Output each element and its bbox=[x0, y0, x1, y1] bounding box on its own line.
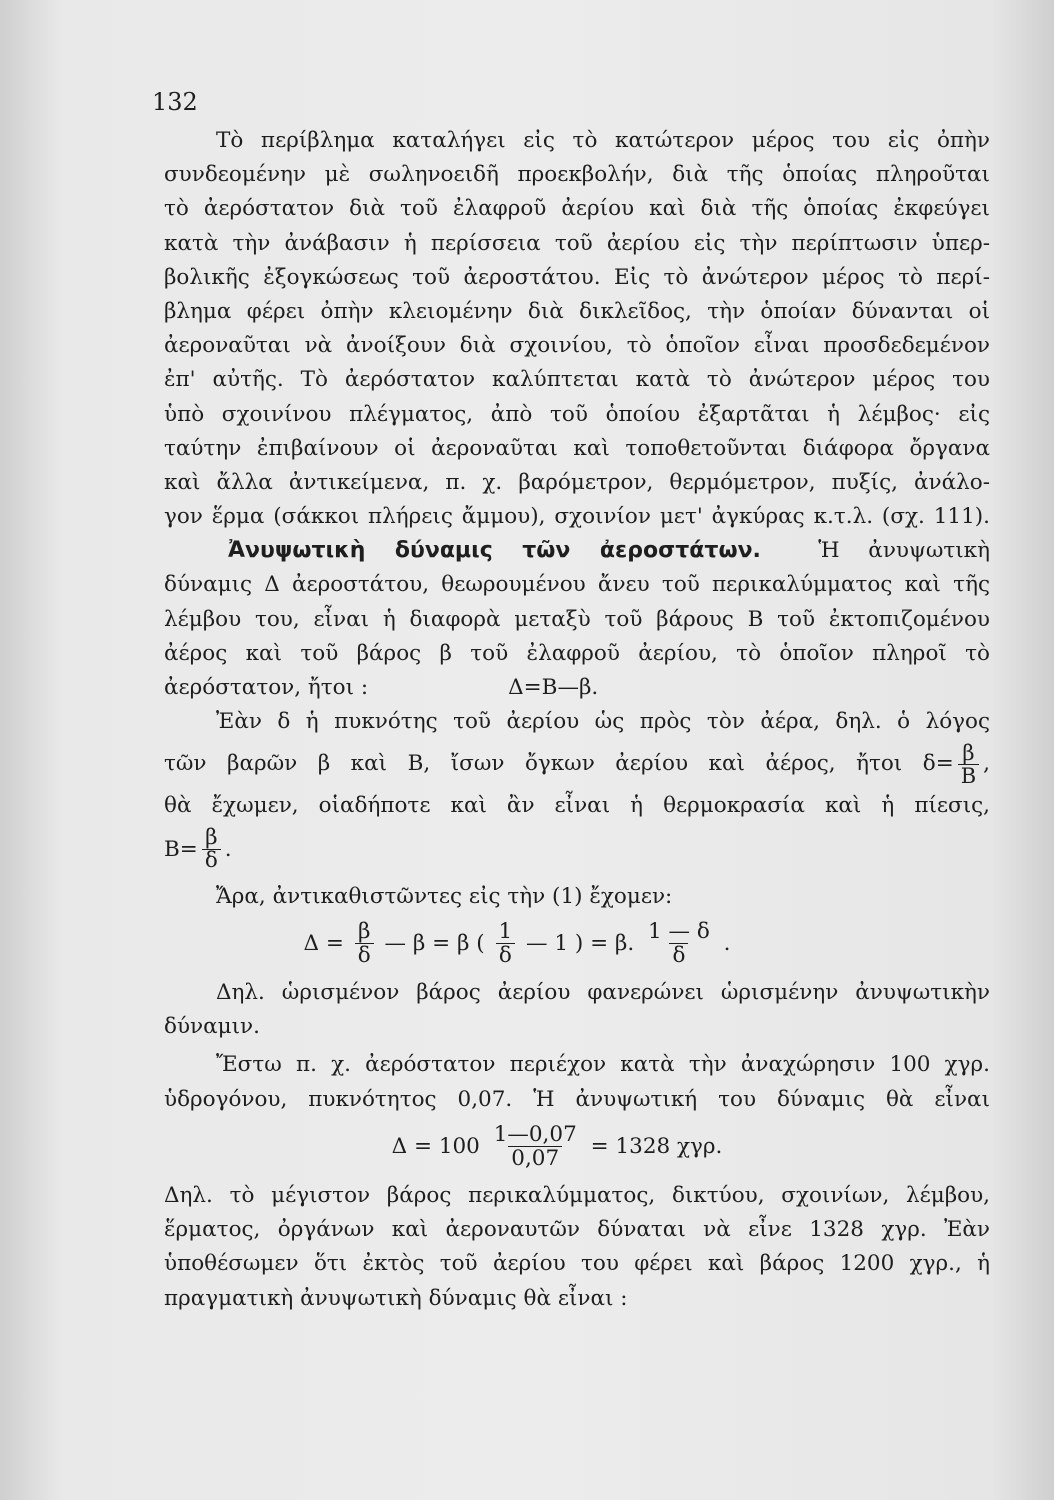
fraction bbox=[355, 920, 374, 968]
text-line: δύναμιν. bbox=[164, 1014, 260, 1040]
formula-example bbox=[124, 1123, 990, 1171]
fraction bbox=[491, 1123, 580, 1171]
fraction-denominator: 0,07 bbox=[508, 1146, 562, 1171]
text-line: ὑδρογόνου, πυκνότητος 0,07. Ἡ ἀνυψωτική του δύναμις θὰ εἶναι bbox=[164, 1086, 990, 1112]
text-segment: . bbox=[224, 836, 232, 862]
fraction bbox=[645, 920, 713, 968]
fraction-numerator: 1 bbox=[498, 918, 513, 944]
formula-part: — 1 ) = β. bbox=[526, 930, 635, 956]
fraction-denominator: δ bbox=[669, 943, 688, 968]
fraction-numerator: 1 — δ bbox=[648, 918, 710, 944]
formula-lifting-force bbox=[44, 920, 990, 968]
text-segment: ἀερόστατον, ἤτοι : bbox=[164, 675, 369, 700]
text-line: ἀεροναῦται νὰ ἀνοίξουν διὰ σχοινίου, τὸ ὁποῖον εἶναι προσδεδεμένον bbox=[164, 333, 990, 359]
formula-difference: Δ=Β—β. bbox=[508, 675, 599, 700]
fraction-numerator: β bbox=[357, 918, 371, 944]
fraction bbox=[495, 920, 515, 968]
formula-part: — β = β ( bbox=[384, 930, 485, 956]
text-line: θὰ ἔχωμεν, οἱαδήποτε καὶ ἂν εἶναι ἡ θερμοκρασία καὶ ἡ πίεσις, bbox=[164, 793, 990, 819]
section-heading-line bbox=[164, 534, 990, 568]
fraction-numerator: β bbox=[205, 824, 218, 850]
text-segment: , bbox=[983, 751, 990, 777]
formula-part: . bbox=[723, 930, 731, 956]
heading-continuation: Ἡ ἀνυψωτικὴ bbox=[818, 538, 991, 564]
fraction-beta-over-delta bbox=[202, 824, 221, 874]
text-line: συνδεομένην μὲ σωληνοειδῆ προεκβολήν, διὰ τῆς ὁποίας πληροῦται bbox=[164, 162, 990, 188]
formula-part: = 1328 χγρ. bbox=[590, 1133, 723, 1159]
body-text bbox=[164, 124, 990, 1316]
fraction-denominator: δ bbox=[496, 943, 515, 968]
page-number: 132 bbox=[152, 88, 198, 116]
formula-B bbox=[164, 824, 990, 876]
fraction-numerator: 1—0,07 bbox=[493, 1121, 577, 1147]
text-line: τὸ ἀερόστατον διὰ τοῦ ἐλαφροῦ ἀερίου καὶ διὰ τῆς ὁποίας ἐκφεύγει bbox=[164, 196, 990, 222]
text-line: λέμβου του, εἶναι ἡ διαφορὰ μεταξὺ τοῦ βάρους Β τοῦ ἐκτοπιζομένου bbox=[164, 606, 990, 632]
text-line: ἀέρος καὶ τοῦ βάρος β τοῦ ἐλαφροῦ ἀερίου, τὸ ὁποῖον πληροῖ τὸ bbox=[164, 640, 990, 666]
text-line bbox=[164, 671, 990, 705]
text-line: πραγματικὴ ἀνυψωτικὴ δύναμις θὰ εἶναι : bbox=[164, 1285, 628, 1311]
text-line: Δηλ. ὡρισμένον βάρος ἀερίου φανερώνει ὡρισμένην ἀνυψωτικὴν bbox=[216, 980, 990, 1006]
fraction-denominator: δ bbox=[355, 943, 374, 968]
fraction-numerator: β bbox=[962, 740, 975, 765]
text-line: βολικῆς ἐξογκώσεως τοῦ ἀεροστάτου. Εἰς τὸ ἀνώτερον μέρος τὸ περί- bbox=[164, 264, 990, 290]
formula-part: Δ = bbox=[303, 930, 344, 956]
fraction-denominator: Β bbox=[958, 764, 979, 787]
section-heading: Ἀνυψωτικὴ δύναμις τῶν ἀεροστάτων. bbox=[228, 538, 761, 564]
formula-lhs: Β= bbox=[164, 836, 198, 862]
text-line: βλημα φέρει ὀπὴν κλειομένην διὰ δικλεῖδος, τὴν ὁποίαν δύνανται οἱ bbox=[164, 298, 990, 324]
text-line: Ἐὰν δ ἡ πυκνότης τοῦ ἀερίου ὡς πρὸς τὸν ἀέρα, δηλ. ὁ λόγος bbox=[216, 709, 990, 735]
text-line: Τὸ περίβλημα καταλήγει εἰς τὸ κατώτερον μέρος του εἰς ὀπὴν bbox=[216, 128, 990, 153]
text-line: Δηλ. τὸ μέγιστον βάρος περικαλύμματος, δικτύου, σχοινίων, λέμβου, bbox=[164, 1183, 990, 1209]
text-line: Ἄρα, ἀντικαθιστῶντες εἰς τὴν (1) ἔχομεν: bbox=[216, 883, 673, 909]
text-line: δύναμις Δ ἀεροστάτου, θεωρουμένου ἄνευ τοῦ περικαλύμματος καὶ τῆς bbox=[164, 572, 990, 598]
text-line: ταύτην ἐπιβαίνουν οἱ ἀεροναῦται καὶ τοποθετοῦνται διάφορα ὄργανα bbox=[164, 435, 990, 461]
text-segment: τῶν βαρῶν β καὶ Β, ἴσων ὄγκων ἀερίου καὶ ἀέρος, ἤτοι δ= bbox=[164, 751, 954, 777]
formula-part: Δ = 100 bbox=[391, 1133, 480, 1159]
text-line: ὑπὸ σχοινίνου πλέγματος, ἀπὸ τοῦ ὁποίου ἐξαρτᾶται ἡ λέμβος· εἰς bbox=[164, 401, 990, 427]
text-line: ὑποθέσωμεν ὅτι ἐκτὸς τοῦ ἀερίου του φέρει καὶ βάρος 1200 χγρ., ἡ bbox=[164, 1251, 990, 1277]
text-line: Ἔστω π. χ. ἀερόστατον περιέχον κατὰ τὴν ἀναχώρησιν 100 χγρ. bbox=[216, 1052, 990, 1078]
text-line bbox=[164, 739, 990, 789]
text-line: καὶ ἄλλα ἀντικείμενα, π. χ. βαρόμετρον, θερμόμετρον, πυξίς, ἀνάλο- bbox=[164, 469, 990, 495]
text-line: ἕρματος, ὀργάνων καὶ ἀεροναυτῶν δύναται νὰ εἶνε 1328 χγρ. Ἐὰν bbox=[164, 1217, 990, 1243]
text-line: γον ἕρμα (σάκκοι πλήρεις ἄμμου), σχοινίον μετ' ἀγκύρας κ.τ.λ. (σχ. 111). bbox=[164, 504, 990, 530]
text-line: κατὰ τὴν ἀνάβασιν ἡ περίσσεια τοῦ ἀερίου εἰς τὴν περίπτωσιν ὑπερ- bbox=[164, 230, 990, 256]
text-line: ἐπ' αὐτῆς. Τὸ ἀερόστατον καλύπτεται κατὰ τὸ ἀνώτερον μέρος του bbox=[164, 367, 990, 393]
fraction-denominator: δ bbox=[202, 849, 221, 873]
fraction-beta-over-B bbox=[958, 742, 979, 787]
